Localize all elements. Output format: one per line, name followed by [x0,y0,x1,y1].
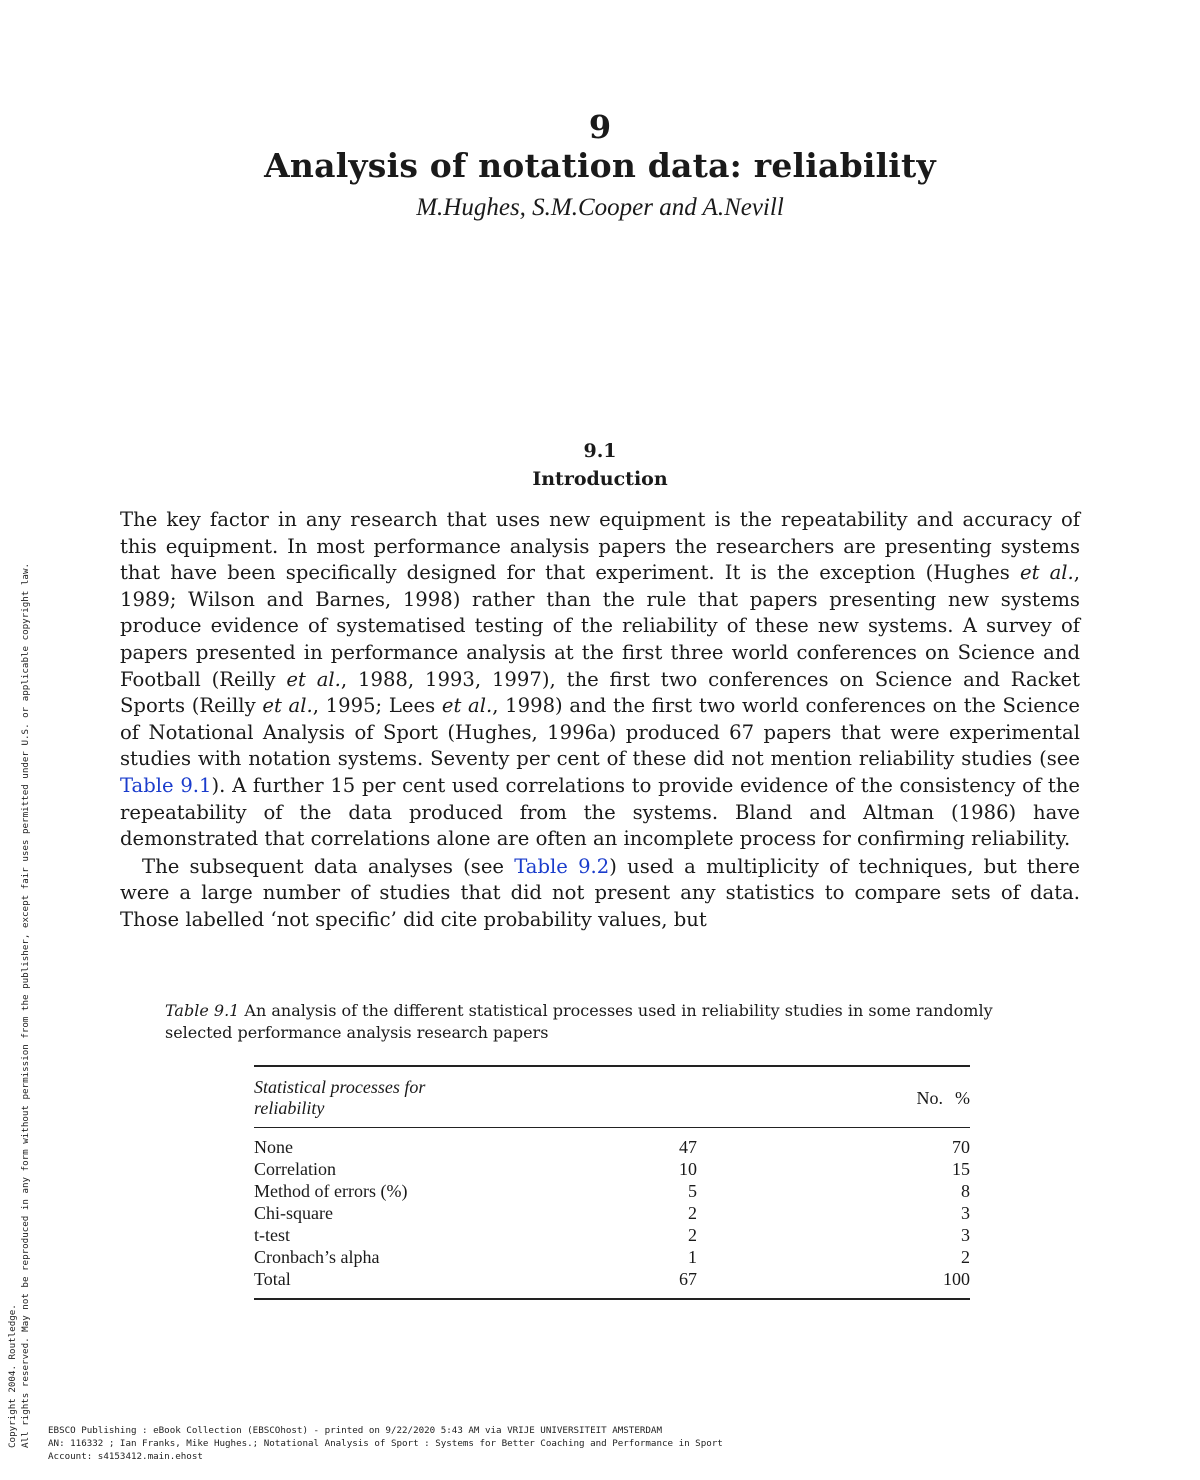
table-row [254,1202,970,1224]
table-caption-text: An analysis of the different statistical processes used in reliability studies in some randomly selected performance analysis research papers [165,1001,993,1042]
cell-process: t-test [254,1225,290,1245]
table-9-2-link[interactable]: Table 9.2 [514,854,610,878]
chapter-title: Analysis of notation data: reliability [264,146,936,185]
cell-percent: 8 [961,1181,970,1201]
cell-count: 67 [467,1268,944,1299]
table-caption [165,1000,1025,1044]
cell-percent: 15 [952,1159,970,1179]
cell-process: Chi-square [254,1203,333,1223]
table-9-1-link[interactable]: Table 9.1 [120,773,212,797]
cell-process: Total [254,1268,467,1299]
cell-percent: 2 [961,1247,970,1267]
cell-process: Correlation [254,1159,336,1179]
cell-percent: 70 [952,1137,970,1157]
cell-count: 1 [688,1247,697,1267]
cell-percent: 3 [961,1225,970,1245]
chapter-number: 9 [588,108,612,146]
cell-process: None [254,1137,293,1157]
paragraph-2: The subsequent data analyses (see Table 9.2) used a multiplicity of techniques, but there were a large number of studies that did not present any statistics to compare sets of data. Those labelled ‘not specific’ did cite probability values, but [120,854,1080,931]
cell-percent: 100 [943,1268,970,1299]
cell-count: 5 [688,1181,697,1201]
table-row [254,1246,970,1268]
header-percent: % [943,1066,970,1128]
page-footer [48,1424,1178,1463]
cell-count: 2 [688,1225,697,1245]
footer-line-account: Account: s4153412.main.ehost [48,1451,203,1462]
table-row [254,1224,970,1246]
cell-process: Cronbach’s alpha [254,1247,380,1267]
cell-count: 47 [679,1137,697,1157]
chapter-authors: M.Hughes, S.M.Cooper and A.Nevill [416,194,784,221]
copyright-line: Copyright 2004. Routledge. [7,1304,18,1448]
footer-line-publisher: EBSCO Publishing : eBook Collection (EBSCOhost) - printed on 9/22/2020 5:43 AM via VRIJE UNIVERSITEIT AMSTERDAM [48,1425,662,1436]
reliability-table [254,1065,970,1300]
footer-line-citation: AN: 116332 ; Ian Franks, Mike Hughes.; Notational Analysis of Sport : Systems for Better Coaching and Performance in Sport [48,1438,723,1449]
header-process: Statistical processes for reliability [254,1066,467,1128]
cell-count: 10 [679,1159,697,1179]
table-total-row [254,1268,970,1299]
cell-count: 2 [688,1203,697,1223]
table-header-row [254,1066,970,1128]
table-caption-label: Table 9.1 [165,1001,240,1020]
cell-percent: 3 [961,1203,970,1223]
paragraph-1: The key factor in any research that uses new equipment is the repeatability and accuracy of this equipment. In most performance analysis papers the researchers are presenting systems that have been specifically designed for that experiment. It is the exception (Hughes et al., 1989; Wilson and Barnes, 1998) rather than the rule that papers presenting new systems produce evidence of systematised testing of the reliability of these new systems. A survey of papers presented in performance analysis at the first three world conferences on Science and Football (Reilly et al., 1988, 1993, 1997), the first two conferences on Science and Racket Sports (Reilly et al., 1995; Lees et al., 1998) and the first two world conferences on the Science of Notational Analysis of Sport (Hughes, 1996a) produced 67 papers that were experimental studies with notation systems. Seventy per cent of these did not mention reliability studies (see Table 9.1). A further 15 per cent used correlations to provide evidence of the consistency of the repeatability of the data produced from the systems. Bland and Altman (1986) have demonstrated that correlations alone are often an incomplete process for confirming reliability. [120,508,1081,851]
section-title: Introduction [532,468,668,490]
section-number: 9.1 [583,440,617,462]
table-row [254,1128,970,1159]
table-row [254,1180,970,1202]
body-text [120,507,1080,934]
cell-process: Method of errors (%) [254,1181,408,1201]
rights-line: All rights reserved. May not be reproduced in any form without permission from the publisher, except fair uses permitted under U.S. or applicable copyright law. [20,562,31,1448]
header-count: No. [467,1066,944,1128]
table-row [254,1158,970,1180]
